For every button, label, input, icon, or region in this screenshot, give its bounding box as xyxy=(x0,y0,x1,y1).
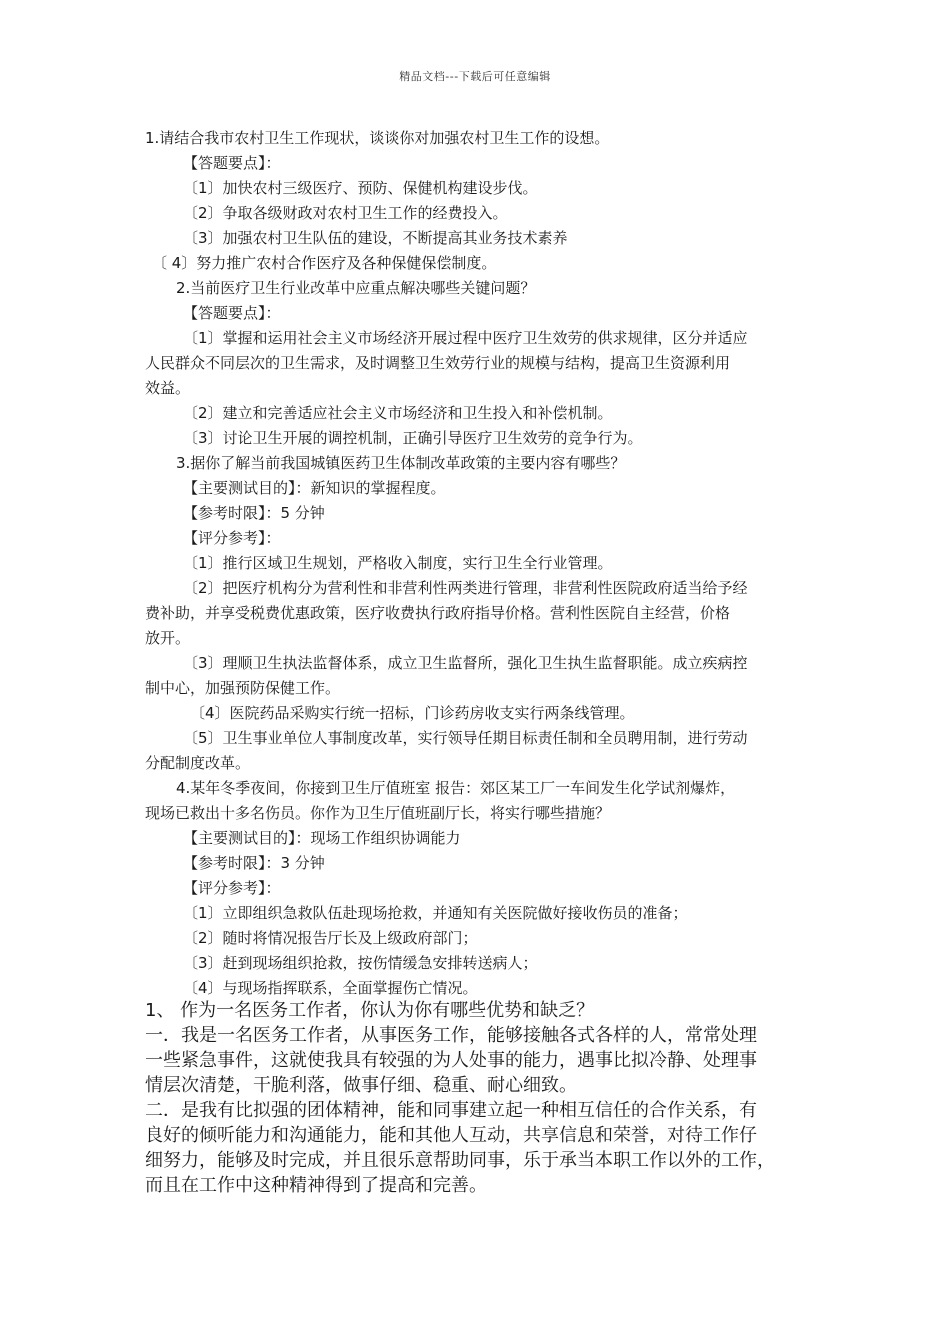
answer-item: 〔4〕医院药品采购实行统一招标，门诊药房收支实行两条线管理。 xyxy=(190,704,635,722)
time-limit: 【参考时限】：5 分钟 xyxy=(183,504,325,522)
answer-continuation: 效益。 xyxy=(145,379,191,397)
answer-item: 〔2〕建立和完善适应社会主义市场经济和卫生投入和补偿机制。 xyxy=(183,404,613,422)
question-2: 2.当前医疗卫生行业改革中应重点解决哪些关键问题？ xyxy=(176,279,536,297)
answer-item: 〔 4〕努力推广农村合作医疗及各种保健保偿制度。 xyxy=(152,254,497,272)
answer-item: 〔2〕争取各级财政对农村卫生工作的经费投入。 xyxy=(183,204,508,222)
answer-item: 〔1〕加快农村三级医疗、预防、保健机构建设步伐。 xyxy=(183,179,538,197)
answer-continuation: 分配制度改革。 xyxy=(145,754,251,772)
answer-item: 〔3〕理顺卫生执法监督体系，成立卫生监督所，强化卫生执生监督职能。成立疾病控 xyxy=(183,654,748,672)
essay-paragraph: 情层次清楚，干脆利落，做事仔细、稳重、耐心细致。 xyxy=(145,1075,577,1096)
answer-continuation: 制中心，加强预防保健工作。 xyxy=(145,679,341,697)
answer-item: 〔1〕掌握和运用社会主义市场经济开展过程中医疗卫生效劳的供求规律，区分并适应 xyxy=(183,329,748,347)
page-header: 精品文档---下载后可任意编辑 xyxy=(399,70,551,83)
question-continuation: 现场已救出十多名伤员。你作为卫生厅值班副厅长，将实行哪些措施？ xyxy=(145,804,611,822)
answer-item: 〔3〕加强农村卫生队伍的建设，不断提高其业务技术素养 xyxy=(183,229,568,247)
answer-item: 〔2〕随时将情况报告厅长及上级政府部门； xyxy=(183,929,478,947)
answer-heading: 【答题要点】： xyxy=(183,304,281,322)
essay-paragraph: 细努力，能够及时完成，并且很乐意帮助同事，乐于承当本职工作以外的工作， xyxy=(145,1150,775,1171)
essay-paragraph: 一．我是一名医务工作者，从事医务工作，能够接触各式各样的人，常常处理 xyxy=(145,1025,757,1046)
answer-continuation: 费补助，并享受税费优惠政策，医疗收费执行政府指导价格。营利性医院自主经营，价格 xyxy=(145,604,731,622)
test-purpose: 【主要测试目的】：新知识的掌握程度。 xyxy=(183,479,446,497)
answer-continuation: 人民群众不同层次的卫生需求，及时调整卫生效劳行业的规模与结构，提高卫生资源利用 xyxy=(145,354,731,372)
answer-item: 〔4〕与现场指挥联系，全面掌握伤亡情况。 xyxy=(183,979,478,997)
question-4: 4.某年冬季夜间，你接到卫生厅值班室 报告：郊区某工厂一车间发生化学试剂爆炸， xyxy=(176,779,736,797)
essay-paragraph: 良好的倾听能力和沟通能力，能和其他人互动，共享信息和荣誉，对待工作仔 xyxy=(145,1125,757,1146)
question-3: 3.据你了解当前我国城镇医药卫生体制改革政策的主要内容有哪些？ xyxy=(176,454,626,472)
time-limit: 【参考时限】：3 分钟 xyxy=(183,854,325,872)
scoring-heading: 【评分参考】： xyxy=(183,879,281,897)
answer-continuation: 放开。 xyxy=(145,629,191,647)
test-purpose: 【主要测试目的】：现场工作组织协调能力 xyxy=(183,829,461,847)
answer-heading: 【答题要点】： xyxy=(183,154,281,172)
essay-paragraph: 一些紧急事件，这就使我具有较强的为人处事的能力，遇事比拟冷静、处理事 xyxy=(145,1050,757,1071)
essay-paragraph: 而且在工作中这种精神得到了提高和完善。 xyxy=(145,1175,487,1196)
answer-item: 〔3〕讨论卫生开展的调控机制，正确引导医疗卫生效劳的竞争行为。 xyxy=(183,429,643,447)
answer-item: 〔1〕立即组织急救队伍赴现场抢救，并通知有关医院做好接收伤员的准备； xyxy=(183,904,688,922)
answer-item: 〔3〕赶到现场组织抢救，按伤情缓急安排转送病人； xyxy=(183,954,538,972)
answer-item: 〔1〕推行区域卫生规划，严格收入制度，实行卫生全行业管理。 xyxy=(183,554,613,572)
essay-question: 1、 作为一名医务工作者，你认为你有哪些优势和缺乏？ xyxy=(145,1000,595,1021)
essay-paragraph: 二．是我有比拟强的团体精神，能和同事建立起一种相互信任的合作关系，有 xyxy=(145,1100,757,1121)
answer-item: 〔5〕卫生事业单位人事制度改革，实行领导任期目标责任制和全员聘用制，进行劳动 xyxy=(183,729,748,747)
question-1: 1.请结合我市农村卫生工作现状，谈谈你对加强农村卫生工作的设想。 xyxy=(145,129,610,147)
scoring-heading: 【评分参考】： xyxy=(183,529,281,547)
answer-item: 〔2〕把医疗机构分为营利性和非营利性两类进行管理，非营利性医院政府适当给予经 xyxy=(183,579,748,597)
